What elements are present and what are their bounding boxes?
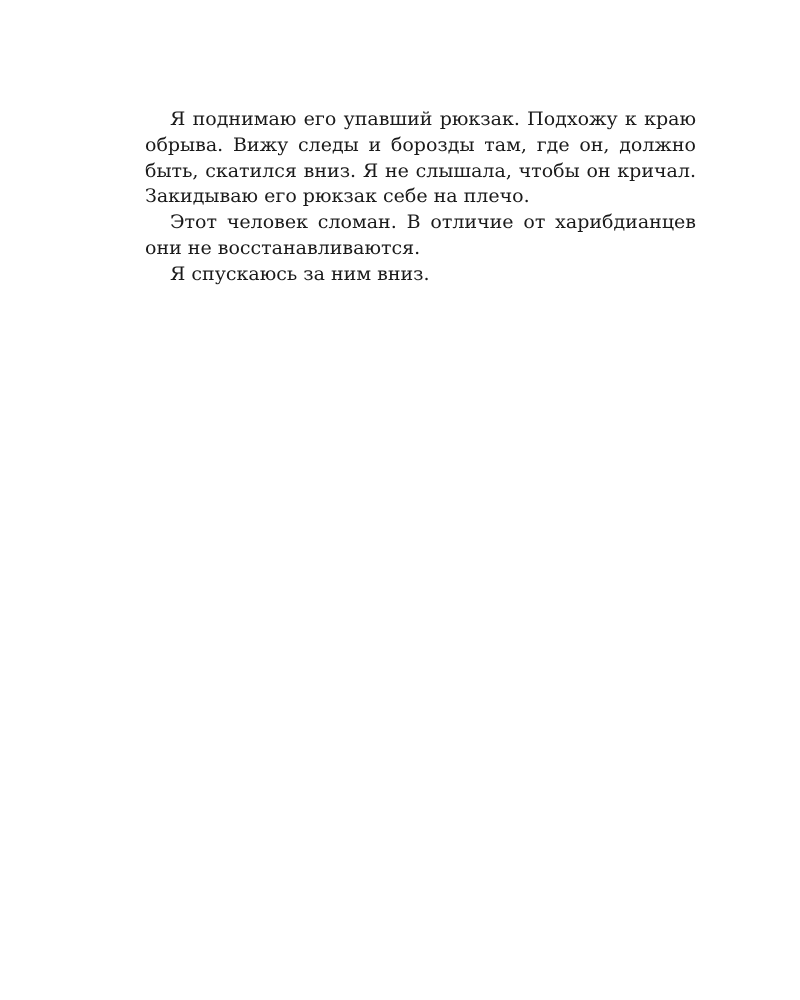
body-text	[145, 107, 696, 288]
paragraph-1: Я поднимаю его упавший рюкзак. Подхожу к краю обрыва. Вижу следы и борозды там, где он, должно быть, скатился вниз. Я не слышала, чтобы он кричал. Закидываю его рюкзак себе на плечо.	[145, 108, 696, 208]
paragraph-3: Я спускаюсь за ним вниз.	[170, 262, 430, 285]
paragraph-2: Этот человек сломан. В отличие от харибдианцев они не восстанавливаются.	[145, 211, 696, 259]
